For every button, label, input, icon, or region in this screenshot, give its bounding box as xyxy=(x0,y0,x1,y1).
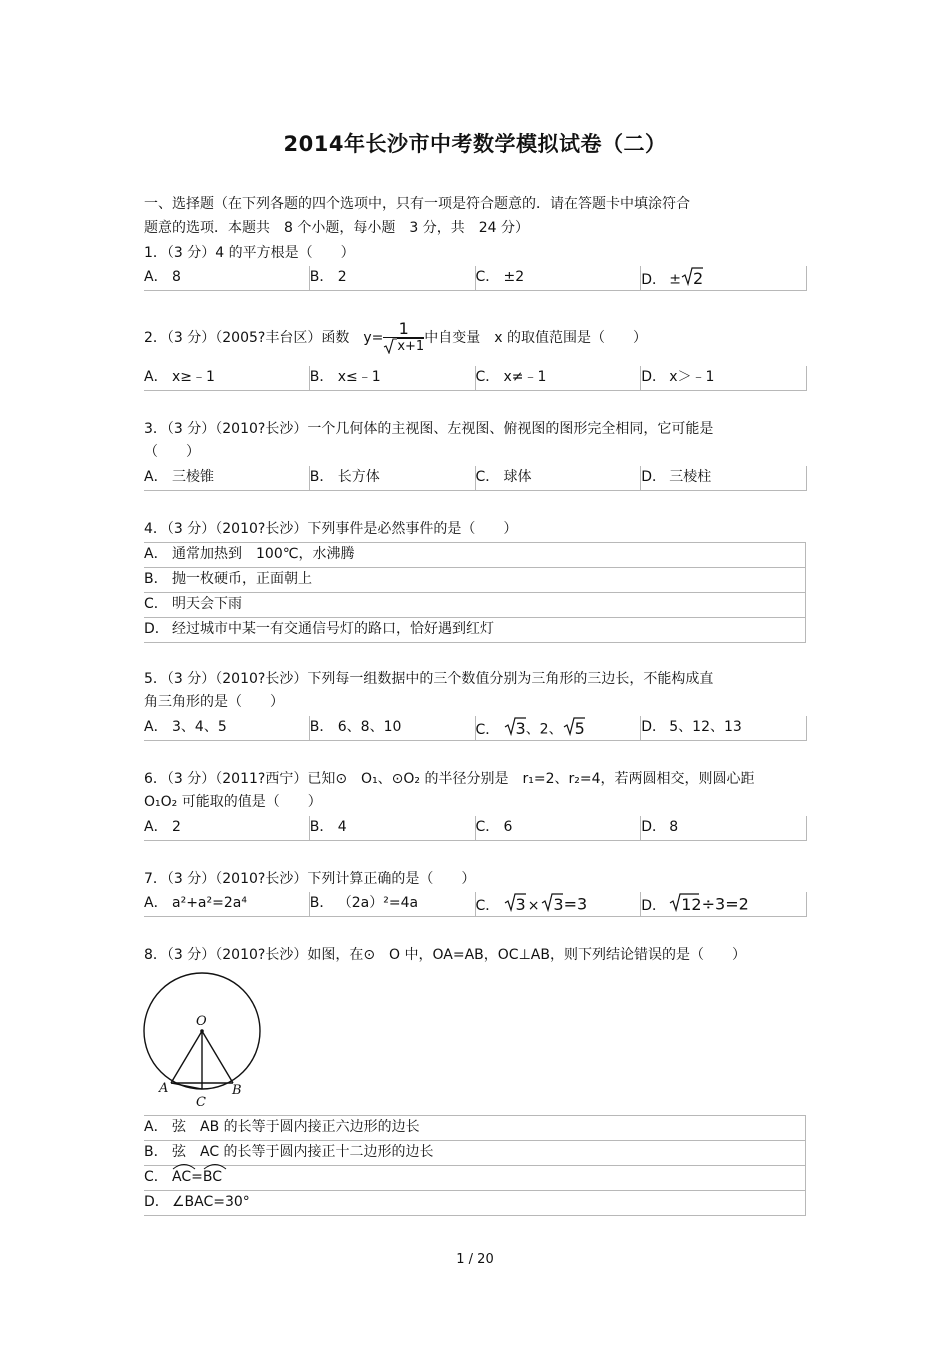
option-letter: B． xyxy=(309,469,334,485)
option-b[interactable] xyxy=(309,366,475,390)
option-text: x≥﹣1 xyxy=(172,369,215,385)
option-text: ±2 xyxy=(503,269,525,285)
question-2-stem xyxy=(144,316,804,360)
question-1-options xyxy=(144,266,807,291)
option-text: 长方体 xyxy=(337,469,380,485)
option-a[interactable] xyxy=(144,366,309,390)
option-text: 2 xyxy=(337,269,347,285)
option-letter: B． xyxy=(309,819,334,835)
option-b[interactable] xyxy=(144,1140,805,1165)
segment-ac xyxy=(171,1083,202,1089)
option-d[interactable] xyxy=(640,716,806,740)
times-symbol: × xyxy=(527,897,540,914)
option-letter: D． xyxy=(641,819,667,835)
option-letter: C． xyxy=(475,369,500,385)
question-2-options xyxy=(144,366,807,391)
option-text: x≤﹣1 xyxy=(337,369,381,385)
option-c[interactable] xyxy=(475,266,641,290)
option-text: x≠﹣1 xyxy=(503,369,547,385)
stem-line-1: 5．（3 分）（2010?长沙）下列每一组数据中的三个数值分别为三角形的三边长，不能构成直 xyxy=(144,671,714,687)
option-letter: B． xyxy=(309,269,334,285)
option-letter: B． xyxy=(309,369,334,385)
option-c[interactable] xyxy=(475,816,641,840)
label-c: C xyxy=(196,1095,206,1110)
option-text: 6、8、10 xyxy=(337,719,402,735)
expr-result: ÷3=2 xyxy=(701,894,749,914)
option-letter: C． xyxy=(144,1169,168,1185)
option-text: 4 xyxy=(337,819,347,835)
option-d[interactable] xyxy=(640,366,806,390)
option-d[interactable] xyxy=(144,617,805,643)
option-letter: A． xyxy=(144,1119,168,1135)
question-6-stem xyxy=(144,768,804,814)
radicand: 2 xyxy=(692,268,704,288)
arc-symbol xyxy=(172,1162,196,1170)
sqrt-symbol xyxy=(383,338,397,354)
stem-line-1: 3．（3 分）（2010?长沙）一个几何体的主视图、左视图、俯视图的图形完全相同，它可能是 xyxy=(144,421,714,437)
option-a[interactable] xyxy=(144,542,805,567)
option-letter: A． xyxy=(144,469,168,485)
option-a[interactable] xyxy=(144,466,309,490)
option-letter: B． xyxy=(309,719,334,735)
expr-result: =3 xyxy=(563,894,588,914)
option-text: 明天会下雨 xyxy=(172,596,242,612)
option-text: ± xyxy=(669,271,681,288)
question-7-options xyxy=(144,892,807,917)
question-1-stem: 1．（3 分）4 的平方根是（ ） xyxy=(144,245,355,261)
option-d[interactable] xyxy=(640,266,806,290)
arc-ac xyxy=(172,1166,191,1188)
arc-symbol xyxy=(203,1162,227,1170)
option-letter: C． xyxy=(475,819,500,835)
option-c[interactable] xyxy=(475,892,641,916)
option-b[interactable] xyxy=(309,466,475,490)
arc-bc xyxy=(203,1166,222,1188)
option-c[interactable] xyxy=(144,1165,805,1190)
option-d[interactable] xyxy=(640,892,806,916)
option-b[interactable] xyxy=(309,892,475,916)
page-title: 2014年长沙市中考数学模拟试卷（二） xyxy=(283,132,667,156)
arc-label: BC xyxy=(202,1169,222,1185)
option-letter: C． xyxy=(475,469,500,485)
radicand: 5 xyxy=(574,718,585,738)
question-8-stem: 8．（3 分）（2010?长沙）如图，在⊙ O 中，OA=AB，OC⊥AB，则下列结论错误的是（ ） xyxy=(144,947,746,963)
option-text: 经过城市中某一有交通信号灯的路口，恰好遇到红灯 xyxy=(172,621,494,637)
option-b[interactable] xyxy=(309,266,475,290)
radicand: x+1 xyxy=(397,338,425,354)
option-b[interactable] xyxy=(309,816,475,840)
option-c[interactable] xyxy=(144,592,805,617)
option-letter: A． xyxy=(144,269,168,285)
option-c[interactable] xyxy=(475,366,641,390)
radicand: 3 xyxy=(515,718,526,738)
radicand: 12 xyxy=(681,894,702,914)
option-letter: D． xyxy=(641,369,667,385)
option-letter: D． xyxy=(641,271,667,288)
option-text: x＞﹣1 xyxy=(669,369,715,385)
option-letter: B． xyxy=(144,1144,168,1160)
section-line-2: 题意的选项．本题共 8 个小题，每小题 3 分，共 24 分） xyxy=(144,220,529,236)
option-text: 通常加热到 100℃，水沸腾 xyxy=(172,546,355,562)
option-letter: D． xyxy=(144,1194,169,1210)
page-number: 1 / 20 xyxy=(456,1252,494,1267)
option-text: 弦 AC 的长等于圆内接正十二边形的边长 xyxy=(172,1144,434,1160)
option-letter: A． xyxy=(144,895,168,911)
question-5-stem xyxy=(144,668,804,714)
option-text: 三棱锥 xyxy=(172,469,214,485)
option-letter: B． xyxy=(144,571,168,587)
stem-line-2: 角三角形的是（ ） xyxy=(144,694,284,710)
question-7-stem: 7．（3 分）（2010?长沙）下列计算正确的是（ ） xyxy=(144,871,476,887)
point-o xyxy=(200,1029,204,1033)
fraction xyxy=(383,321,424,355)
option-letter: A． xyxy=(144,546,168,562)
option-text: 球体 xyxy=(503,469,532,485)
option-letter: D． xyxy=(641,719,667,735)
option-letter: A． xyxy=(144,819,168,835)
stem-after: 中自变量 x 的取值范围是（ ） xyxy=(424,329,647,346)
option-text: ∠BAC=30° xyxy=(172,1194,250,1210)
option-d[interactable] xyxy=(640,816,806,840)
option-text: （2a）²=4a xyxy=(337,895,419,911)
option-letter: A． xyxy=(144,369,168,385)
option-letter: D． xyxy=(641,897,667,914)
question-3-options xyxy=(144,466,807,491)
section-line-1: 一、选择题（在下列各题的四个选项中，只有一项是符合题意的．请在答题卡中填涂符合 xyxy=(144,196,690,212)
question-5-options xyxy=(144,716,807,741)
stem-before: 2．（3 分）（2005?丰台区）函数 y= xyxy=(144,329,384,346)
option-b[interactable] xyxy=(309,716,475,740)
equals-symbol: = xyxy=(191,1169,203,1185)
option-text: 6 xyxy=(503,819,513,835)
option-a[interactable] xyxy=(144,892,309,916)
option-d[interactable] xyxy=(144,1190,805,1216)
option-a[interactable] xyxy=(144,1115,805,1140)
option-letter: A． xyxy=(144,719,168,735)
option-text: 弦 AB 的长等于圆内接正六边形的边长 xyxy=(172,1119,420,1135)
stem-line-1: 6．（3 分）（2011?西宁）已知⊙ O₁、⊙O₂ 的半径分别是 r₁=2、r₂=4，若两圆相交，则圆心距 xyxy=(144,771,755,787)
option-text: 8 xyxy=(172,269,181,285)
label-a: A xyxy=(159,1081,169,1096)
option-letter: C． xyxy=(475,269,500,285)
option-a[interactable] xyxy=(144,716,309,740)
stem-line-2: O₁O₂ 可能取的值是（ ） xyxy=(144,794,322,810)
stem-line-2: （ ） xyxy=(144,444,200,460)
circle-figure xyxy=(140,970,270,1114)
question-3-stem xyxy=(144,418,804,464)
radicand: 3 xyxy=(515,894,526,914)
label-o: O xyxy=(196,1014,207,1029)
fraction-numerator: 1 xyxy=(383,321,424,338)
option-a[interactable] xyxy=(144,266,309,290)
option-a[interactable] xyxy=(144,816,309,840)
option-text: a²+a²=2a⁴ xyxy=(172,895,247,911)
option-text: 3、4、5 xyxy=(172,719,227,735)
question-4-options xyxy=(144,542,806,643)
option-letter: D． xyxy=(144,621,169,637)
question-8-options xyxy=(144,1115,806,1216)
question-6-options xyxy=(144,816,807,841)
option-text: 5、12、13 xyxy=(669,719,742,735)
option-c[interactable] xyxy=(475,466,641,490)
option-text: 8 xyxy=(669,819,679,835)
segment-oa xyxy=(171,1031,202,1083)
option-letter: B． xyxy=(309,895,334,911)
radicand: 3 xyxy=(553,894,564,914)
option-letter: C． xyxy=(475,721,500,738)
option-letter: C． xyxy=(144,596,168,612)
option-letter: D． xyxy=(641,469,667,485)
option-letter: C． xyxy=(475,897,500,914)
option-text: 2 xyxy=(172,819,181,835)
segment-ob xyxy=(202,1031,233,1083)
option-d[interactable] xyxy=(640,466,806,490)
question-4-stem: 4．（3 分）（2010?长沙）下列事件是必然事件的是（ ） xyxy=(144,521,518,537)
option-text: 抛一枚硬币，正面朝上 xyxy=(172,571,312,587)
option-b[interactable] xyxy=(144,567,805,592)
fraction-denominator xyxy=(383,338,424,355)
separator: 、2、 xyxy=(525,721,563,738)
option-text: 三棱柱 xyxy=(669,469,712,485)
option-c[interactable] xyxy=(475,716,641,740)
arc-label: AC xyxy=(172,1169,192,1185)
section-instructions xyxy=(144,192,784,240)
label-b: B xyxy=(232,1083,242,1098)
